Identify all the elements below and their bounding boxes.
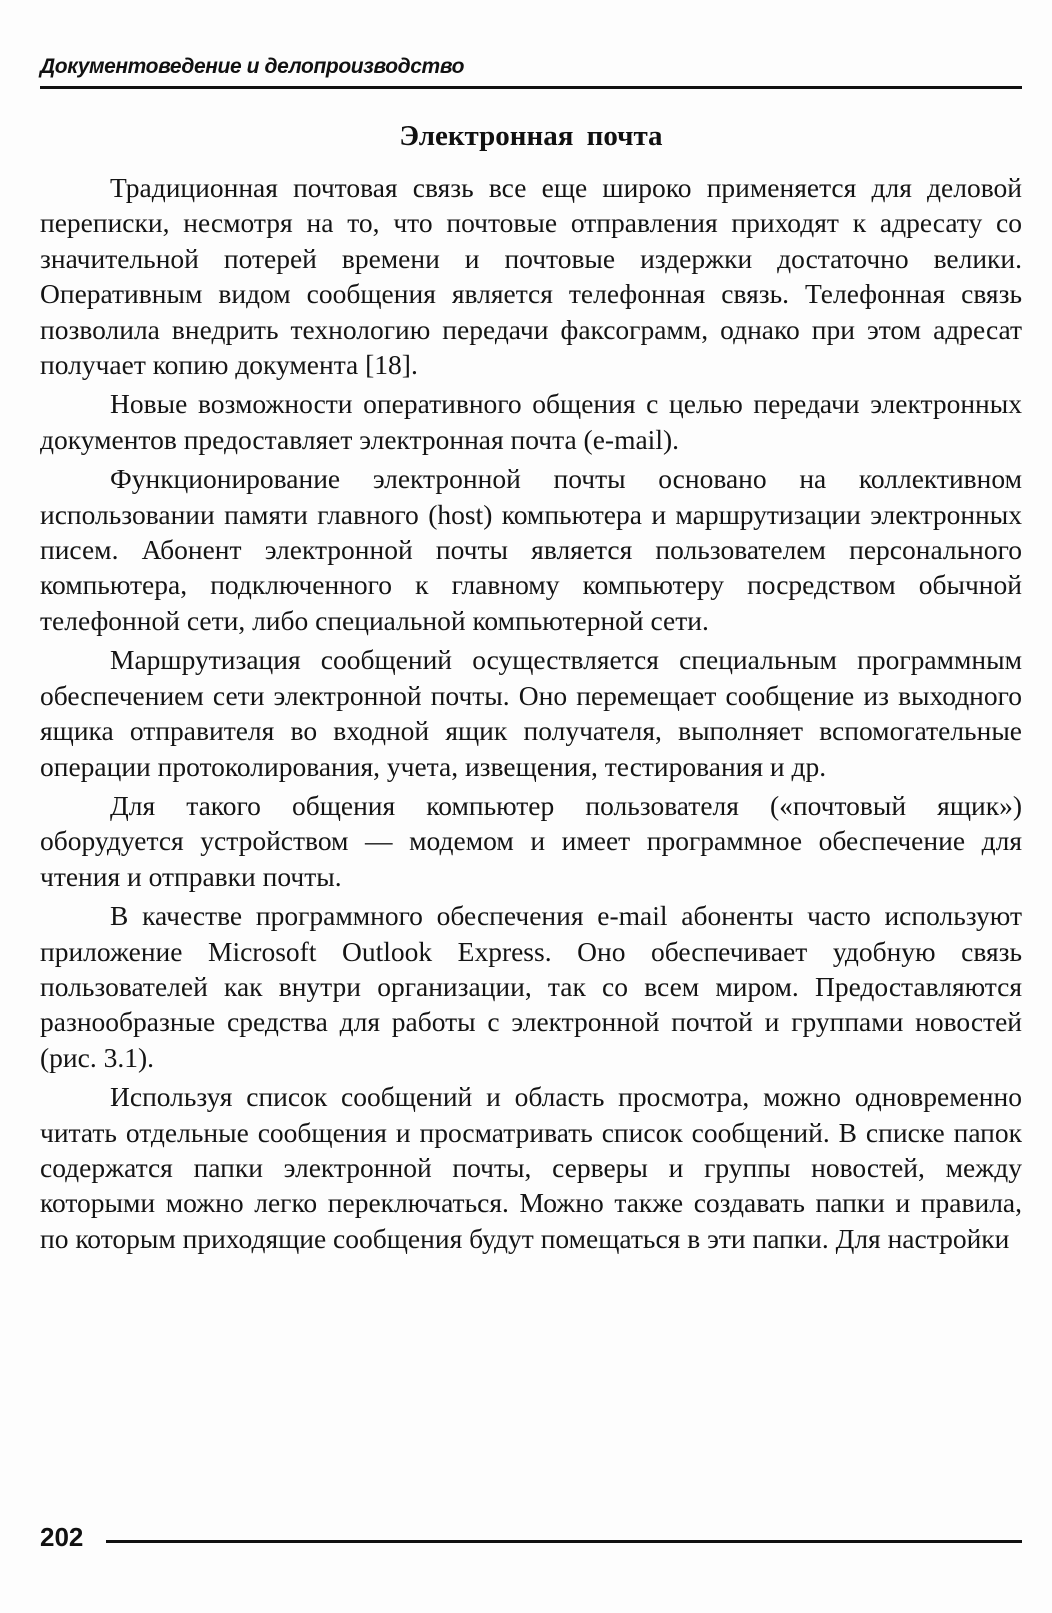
- section-title: Электронная почта: [399, 120, 663, 152]
- page-footer: [40, 1522, 1022, 1562]
- running-header: Документоведение и делопроизводство: [40, 55, 465, 78]
- paragraph: Функционирование электронной почты основано на коллективном использовании памяти главного (host) компьютера и маршрутизации электронных писем. Абонент электронной почты является пользователем персонального компьютера, подключенного к главному компьютеру посредством обычной телефонной сети, либо специальной компьютерной сети.: [40, 463, 1022, 636]
- page-number: 202: [40, 1522, 84, 1552]
- paragraph: Традиционная почтовая связь все еще широко применяется для деловой переписки, несмотря на то, что почтовые отправления приходят к адресату со значительной потерей времени и почтовые издержки достаточно велики. Оперативным видом сообщения является телефонная связь. Телефонная связь позволила внедрить технологию передачи факсограмм, однако при этом адресат получает копию документа [18].: [40, 172, 1022, 381]
- paragraph: Новые возможности оперативного общения с целью передачи электронных документов предоставляет электронная почта (e-mail).: [40, 388, 1022, 455]
- footer-rule: [106, 1540, 1022, 1543]
- paragraph: В качестве программного обеспечения e-mail абоненты часто используют приложение Microsoft Outlook Express. Оно обеспечивает удобную связь пользователей как внутри организации, так со всем миром. Предоставляются разнообразные средства для работы с электронной почтой и группами новостей (рис. 3.1).: [40, 900, 1022, 1073]
- paragraph: Для такого общения компьютер пользователя («почтовый ящик») оборудуется устройством — модемом и имеет программное обеспечение для чтения и отправки почты.: [40, 789, 1022, 892]
- header-rule: [40, 86, 1022, 89]
- paragraph: Используя список сообщений и область просмотра, можно одновременно читать отдельные сообщения и просматривать список сообщений. В списке папок содержатся папки электронной почты, серверы и группы новостей, между которыми можно легко переключаться. Можно также создавать папки и правила, по которым приходящие сообщения будут помещаться в эти папки. Для настройки: [40, 1081, 1022, 1254]
- paragraph: Маршрутизация сообщений осуществляется специальным программным обеспечением сети электронной почты. Оно перемещает сообщение из выходного ящика отправителя во входной ящик получателя, выполняет вспомогательные операции протоколирования, учета, извещения, тестирования и др.: [40, 644, 1022, 782]
- body-text: [40, 170, 1022, 1260]
